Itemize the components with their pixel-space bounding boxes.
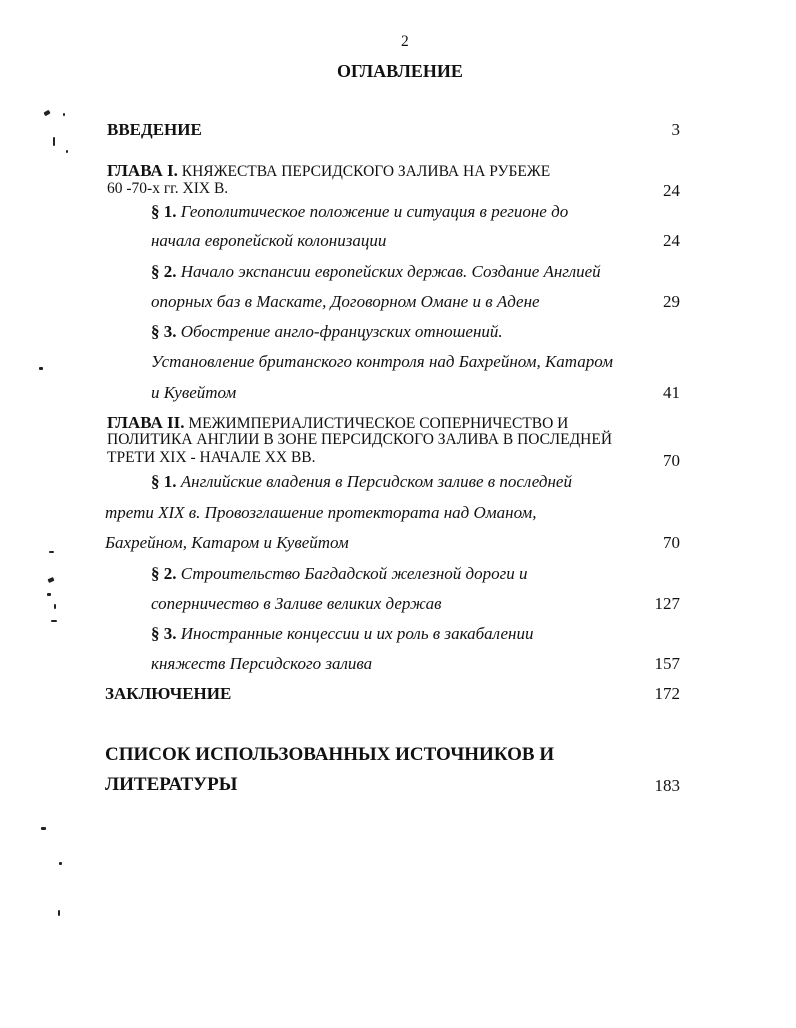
chapter1-prefix: ГЛАВА I. <box>107 161 178 180</box>
ch1-sec3-line1 <box>151 322 503 342</box>
chapter2-title-line1: МЕЖИМПЕРИАЛИСТИЧЕСКОЕ СОПЕРНИЧЕСТВО И <box>188 415 569 432</box>
ch2-sec1-line2: трети XIX в. Провозглашение протектората над Оманом, <box>105 503 537 522</box>
ch2-sec1-line3: Бахрейном, Катаром и Кувейтом <box>105 533 349 552</box>
toc-sources-page: 183 <box>654 776 680 795</box>
chapter2-title-line3: ТРЕТИ XIX - НАЧАЛЕ XX ВВ. <box>107 449 316 466</box>
toc-intro-page: 3 <box>671 120 680 139</box>
ch1-sec3-mark: § 3. <box>151 322 177 341</box>
ch2-sec1-line1 <box>151 472 572 492</box>
page-number: 2 <box>401 33 409 50</box>
ch2-sec1-mark: § 1. <box>151 472 177 491</box>
scan-speck <box>58 910 60 916</box>
chapter1-heading-line1 <box>107 161 550 181</box>
chapter2-prefix: ГЛАВА II. <box>107 413 185 432</box>
page-title: ОГЛАВЛЕНИЕ <box>337 61 463 81</box>
scan-speck <box>47 593 51 596</box>
chapter1-title-line2: 60 -70-х гг. XIX В. <box>107 180 229 197</box>
ch1-sec2-mark: § 2. <box>151 262 177 281</box>
ch1-sec2-page: 29 <box>663 292 680 311</box>
scan-speck <box>53 137 55 146</box>
ch2-sec2-text1: Строительство Багдадской железной дороги и <box>180 564 528 583</box>
ch2-sec1-text1: Английские владения в Персидском заливе в последней <box>180 472 572 491</box>
ch1-sec3-page: 41 <box>663 383 680 402</box>
scan-speck <box>39 367 43 370</box>
ch1-sec1-mark: § 1. <box>151 202 177 221</box>
scan-speck <box>59 862 62 865</box>
scan-speck <box>49 551 54 553</box>
ch1-sec1-page: 24 <box>663 231 680 250</box>
toc-conclusion-page: 172 <box>654 684 680 703</box>
scan-speck <box>51 620 57 622</box>
toc-conclusion-label: ЗАКЛЮЧЕНИЕ <box>105 684 232 703</box>
ch2-sec3-text1: Иностранные концессии и их роль в закабалении <box>180 624 534 643</box>
chapter1-page: 24 <box>663 181 680 200</box>
toc-sources-line1: СПИСОК ИСПОЛЬЗОВАННЫХ ИСТОЧНИКОВ И <box>105 744 555 765</box>
ch1-sec2-line2: опорных баз в Маскате, Договорном Омане и в Адене <box>151 292 540 311</box>
scan-speck <box>54 604 56 609</box>
scan-speck <box>63 113 65 116</box>
ch2-sec3-line2: княжеств Персидского залива <box>151 654 373 673</box>
chapter2-heading-line1 <box>107 413 568 433</box>
ch1-sec3-text1: Обострение англо-французских отношений. <box>180 322 503 341</box>
scan-speck <box>47 577 54 583</box>
chapter1-title-line1: КНЯЖЕСТВА ПЕРСИДСКОГО ЗАЛИВА НА РУБЕЖЕ <box>181 163 551 180</box>
ch1-sec3-line3: и Кувейтом <box>151 383 237 402</box>
ch2-sec3-mark: § 3. <box>151 624 177 643</box>
ch1-sec1-text1: Геополитическое положение и ситуация в регионе до <box>180 202 569 221</box>
ch1-sec3-line2: Установление британского контроля над Бахрейном, Катаром <box>151 352 613 371</box>
ch1-sec2-text1: Начало экспансии европейских держав. Создание Англией <box>180 262 601 281</box>
chapter2-page: 70 <box>663 451 680 470</box>
toc-intro-label: ВВЕДЕНИЕ <box>107 120 202 139</box>
ch1-sec1-line1 <box>151 202 568 222</box>
scan-speck <box>43 110 50 116</box>
ch2-sec2-line2: соперничество в Заливе великих держав <box>151 594 442 613</box>
ch2-sec3-line1 <box>151 624 533 644</box>
ch2-sec2-page: 127 <box>654 594 680 613</box>
ch2-sec1-page: 70 <box>663 533 680 552</box>
scan-speck <box>41 827 46 830</box>
ch1-sec1-line2: начала европейской колонизации <box>151 231 387 250</box>
chapter2-title-line2: ПОЛИТИКА АНГЛИИ В ЗОНЕ ПЕРСИДСКОГО ЗАЛИВА В ПОСЛЕДНЕЙ <box>107 431 613 448</box>
toc-sources-line2: ЛИТЕРАТУРЫ <box>105 774 238 795</box>
ch2-sec2-line1 <box>151 564 528 584</box>
ch2-sec3-page: 157 <box>654 654 680 673</box>
ch1-sec2-line1 <box>151 262 601 282</box>
scan-speck <box>66 150 68 153</box>
ch2-sec2-mark: § 2. <box>151 564 177 583</box>
